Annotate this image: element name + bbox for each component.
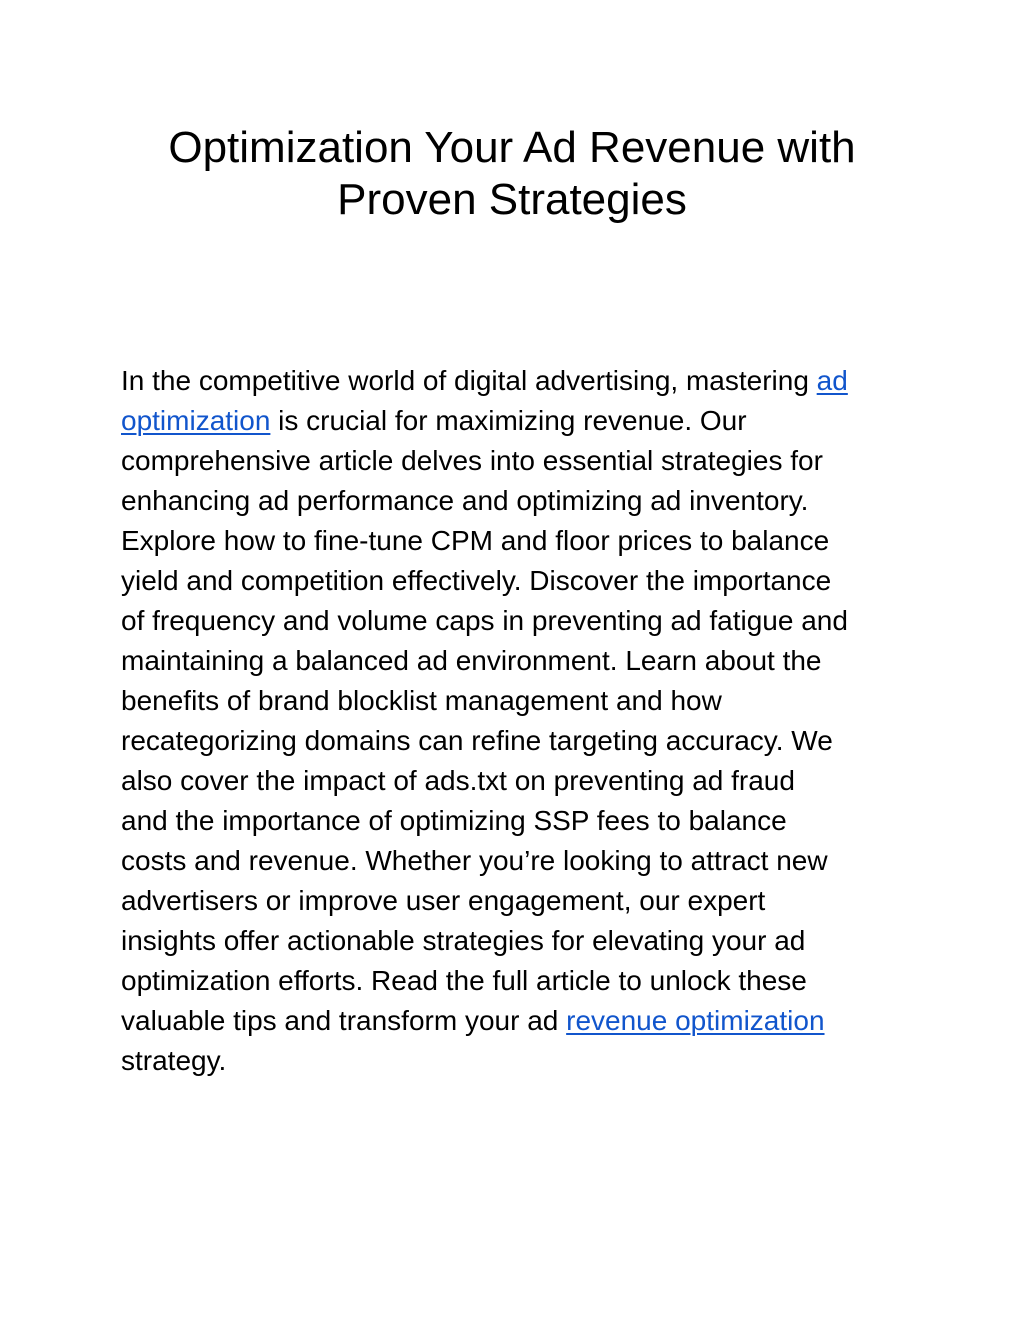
- body-line-9: benefits of brand blocklist management and how: [121, 685, 722, 716]
- body-line-16: optimization efforts. Read the full article to unlock these: [121, 965, 807, 996]
- body-text-segment: valuable tips and transform your ad: [121, 1005, 567, 1036]
- body-line-10: recategorizing domains can refine targeting accuracy. We: [121, 725, 833, 756]
- body-line-2: [121, 401, 911, 441]
- title-line-1: Optimization Your Ad Revenue with: [168, 123, 856, 172]
- title-line-2: Proven Strategies: [337, 175, 687, 224]
- body-line-11: also cover the impact of ads.txt on preventing ad fraud: [121, 765, 795, 796]
- body-line-12: and the importance of optimizing SSP fees to balance: [121, 805, 787, 836]
- body-text-segment: In the competitive world of digital advertising, mastering: [121, 365, 817, 396]
- body-line-4: enhancing ad performance and optimizing ad inventory.: [121, 485, 809, 516]
- body-line-15: insights offer actionable strategies for elevating your ad: [121, 925, 806, 956]
- body-line-17: [121, 1001, 911, 1041]
- body-line-5: Explore how to fine-tune CPM and floor prices to balance: [121, 525, 830, 556]
- body-line-7: of frequency and volume caps in preventing ad fatigue and: [121, 605, 848, 636]
- body-text-segment: is crucial for maximizing revenue. Our: [270, 405, 747, 436]
- body-line-6: yield and competition effectively. Discover the importance: [121, 565, 832, 596]
- body-line-14: advertisers or improve user engagement, our expert: [121, 885, 766, 916]
- body-line-3: comprehensive article delves into essential strategies for: [121, 445, 823, 476]
- document-title: [120, 122, 904, 226]
- body-line-18: strategy.: [121, 1045, 227, 1076]
- body-line-13: costs and revenue. Whether you’re looking to attract new: [121, 845, 828, 876]
- ad-optimization-link-part-2[interactable]: optimization: [121, 405, 271, 436]
- article-body: [121, 361, 911, 1081]
- body-line-8: maintaining a balanced ad environment. Learn about the: [121, 645, 822, 676]
- ad-optimization-link-part-1[interactable]: ad: [816, 365, 848, 396]
- revenue-optimization-link[interactable]: revenue optimization: [566, 1005, 825, 1036]
- body-line-1: [121, 361, 911, 401]
